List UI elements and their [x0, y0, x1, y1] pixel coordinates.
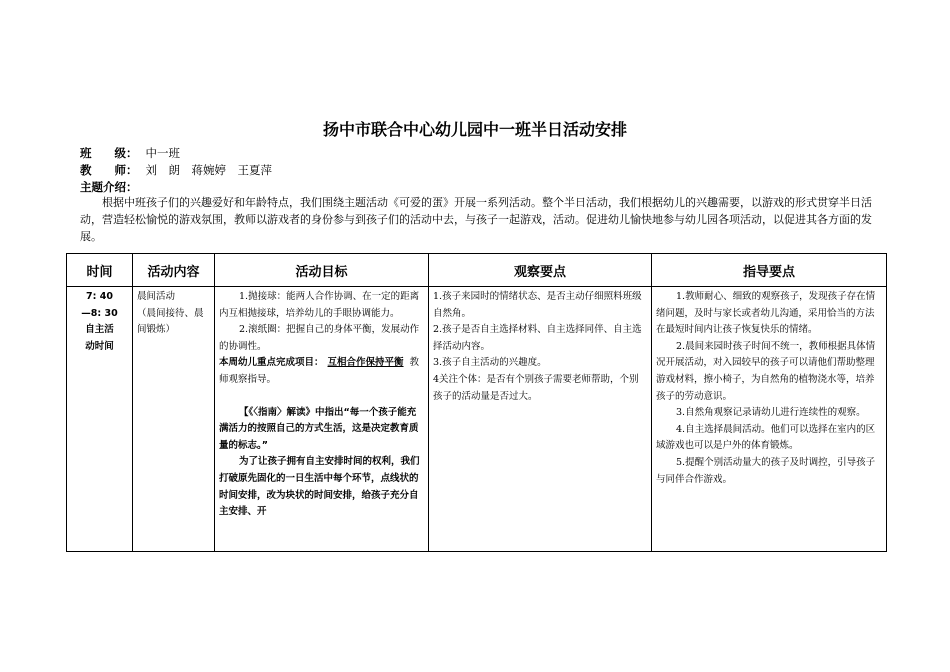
- content-title: 晨间活动: [137, 291, 176, 302]
- guidance-item-4: 4.自主选择晨间活动。他们可以选择在室内的区域游戏也可以是户外的体育锻炼。: [656, 423, 876, 452]
- teacher-line: [80, 162, 272, 178]
- header-guidance: 指导要点: [652, 254, 887, 287]
- time-start: 7: 40: [86, 291, 113, 302]
- class-line: [80, 145, 180, 161]
- goal-focus-item: 互相合作保持平衡: [327, 357, 404, 369]
- observation-cell: [429, 287, 652, 552]
- goal-item-1: 1.抛接球：能两人合作协调、在一定的距离内互相抛接球，培养幼儿的手眼协调能力。: [219, 291, 420, 319]
- goal-focus-label: 本周幼儿重点完成项目：: [219, 357, 324, 369]
- goal-item-2: 2.滚纸圈：把握自己的身体平衡，发展动作的协调性。: [219, 324, 420, 352]
- time-label-1: 自主活: [85, 324, 114, 336]
- observation-item-3: 3.孩子自主活动的兴趣度。: [433, 357, 547, 369]
- table-row: [67, 287, 887, 552]
- theme-label: 主题介绍：: [80, 180, 138, 194]
- goal-focus-tail: 教师观察指导。: [219, 357, 420, 385]
- goal-focus: [219, 355, 424, 388]
- observation-item-2: 2.孩子是否自主选择材料、自主选择同伴、自主选择活动内容。: [433, 324, 642, 352]
- page-title: 扬中市联合中心幼儿园中一班半日活动安排: [322, 120, 627, 139]
- content-detail: （晨间接待、晨间锻炼）: [137, 307, 204, 336]
- observation-item-4: 4关注个体：是否有个别孩子需要老师帮助，个别孩子的活动量是否过大。: [433, 373, 639, 402]
- teacher-value: 刘 朗 蒋婉婷 王夏萍: [145, 163, 272, 177]
- schedule-table: [66, 253, 887, 552]
- time-label-2: 动时间: [85, 340, 114, 352]
- class-value: 中一班: [145, 146, 180, 160]
- goal-quote-2: 为了让孩子拥有自主安排时间的权利，我们打破原先固化的一日生活中每个环节，点线状的时间安排，改为块状的时间安排，给孩子充分自主安排、开: [219, 456, 420, 518]
- header-time: 时间: [67, 254, 133, 287]
- header-content: 活动内容: [133, 254, 215, 287]
- theme-line: [80, 179, 138, 195]
- theme-intro: 根据中班孩子们的兴趣爱好和年龄特点，我们围绕主题活动《可爱的蛋》开展一系列活动。整个半日活动，我们根据幼儿的兴趣需要，以游戏的形式贯穿半日活动，营造轻松愉悦的游戏氛围，教师以游戏者的身份参与到孩子们的活动中去，与孩子一起游戏，活动。促进幼儿愉快地参与幼儿园各项活动，以促进其各方面的发展。: [80, 196, 872, 243]
- header-observation: 观察要点: [429, 254, 652, 287]
- guidance-item-5: 5.提醒个别活动量大的孩子及时调控，引导孩子与同伴合作游戏。: [656, 456, 876, 485]
- goal-cell: [215, 287, 429, 552]
- table-header-row: [67, 254, 887, 287]
- guidance-item-2: 2.晨间来园时孩子时间不统一，教师根据具体情况开展活动，对入园较早的孩子可以请他们帮助整理游戏材料，擦小椅子，为自然角的植物浇水等，培养孩子的劳动意识。: [656, 340, 876, 402]
- header-goal: 活动目标: [215, 254, 429, 287]
- goal-quote: 【《〈指南〉解读》中指出“每一个孩子能充满活力的按照自己的方式生活，这是决定教育质量的标志。”: [219, 406, 419, 451]
- guidance-item-3: 3.自然角观察记录请幼儿进行连续性的观察。: [676, 407, 866, 419]
- time-cell: [67, 287, 133, 552]
- guidance-item-1: 1.教师耐心、细致的观察孩子，发现孩子存在情绪问题，及时与家长或者幼儿沟通，采用恰当的方法在最短时间内让孩子恢复快乐的情绪。: [656, 291, 876, 336]
- class-label: 班 级：: [80, 146, 138, 160]
- observation-item-1: 1.孩子来园时的情绪状态、是否主动仔细照料班级自然角。: [433, 291, 642, 319]
- content-cell: [133, 287, 215, 552]
- guidance-cell: [652, 287, 887, 552]
- time-end: —8: 30: [81, 307, 118, 319]
- teacher-label: 教 师：: [80, 163, 138, 177]
